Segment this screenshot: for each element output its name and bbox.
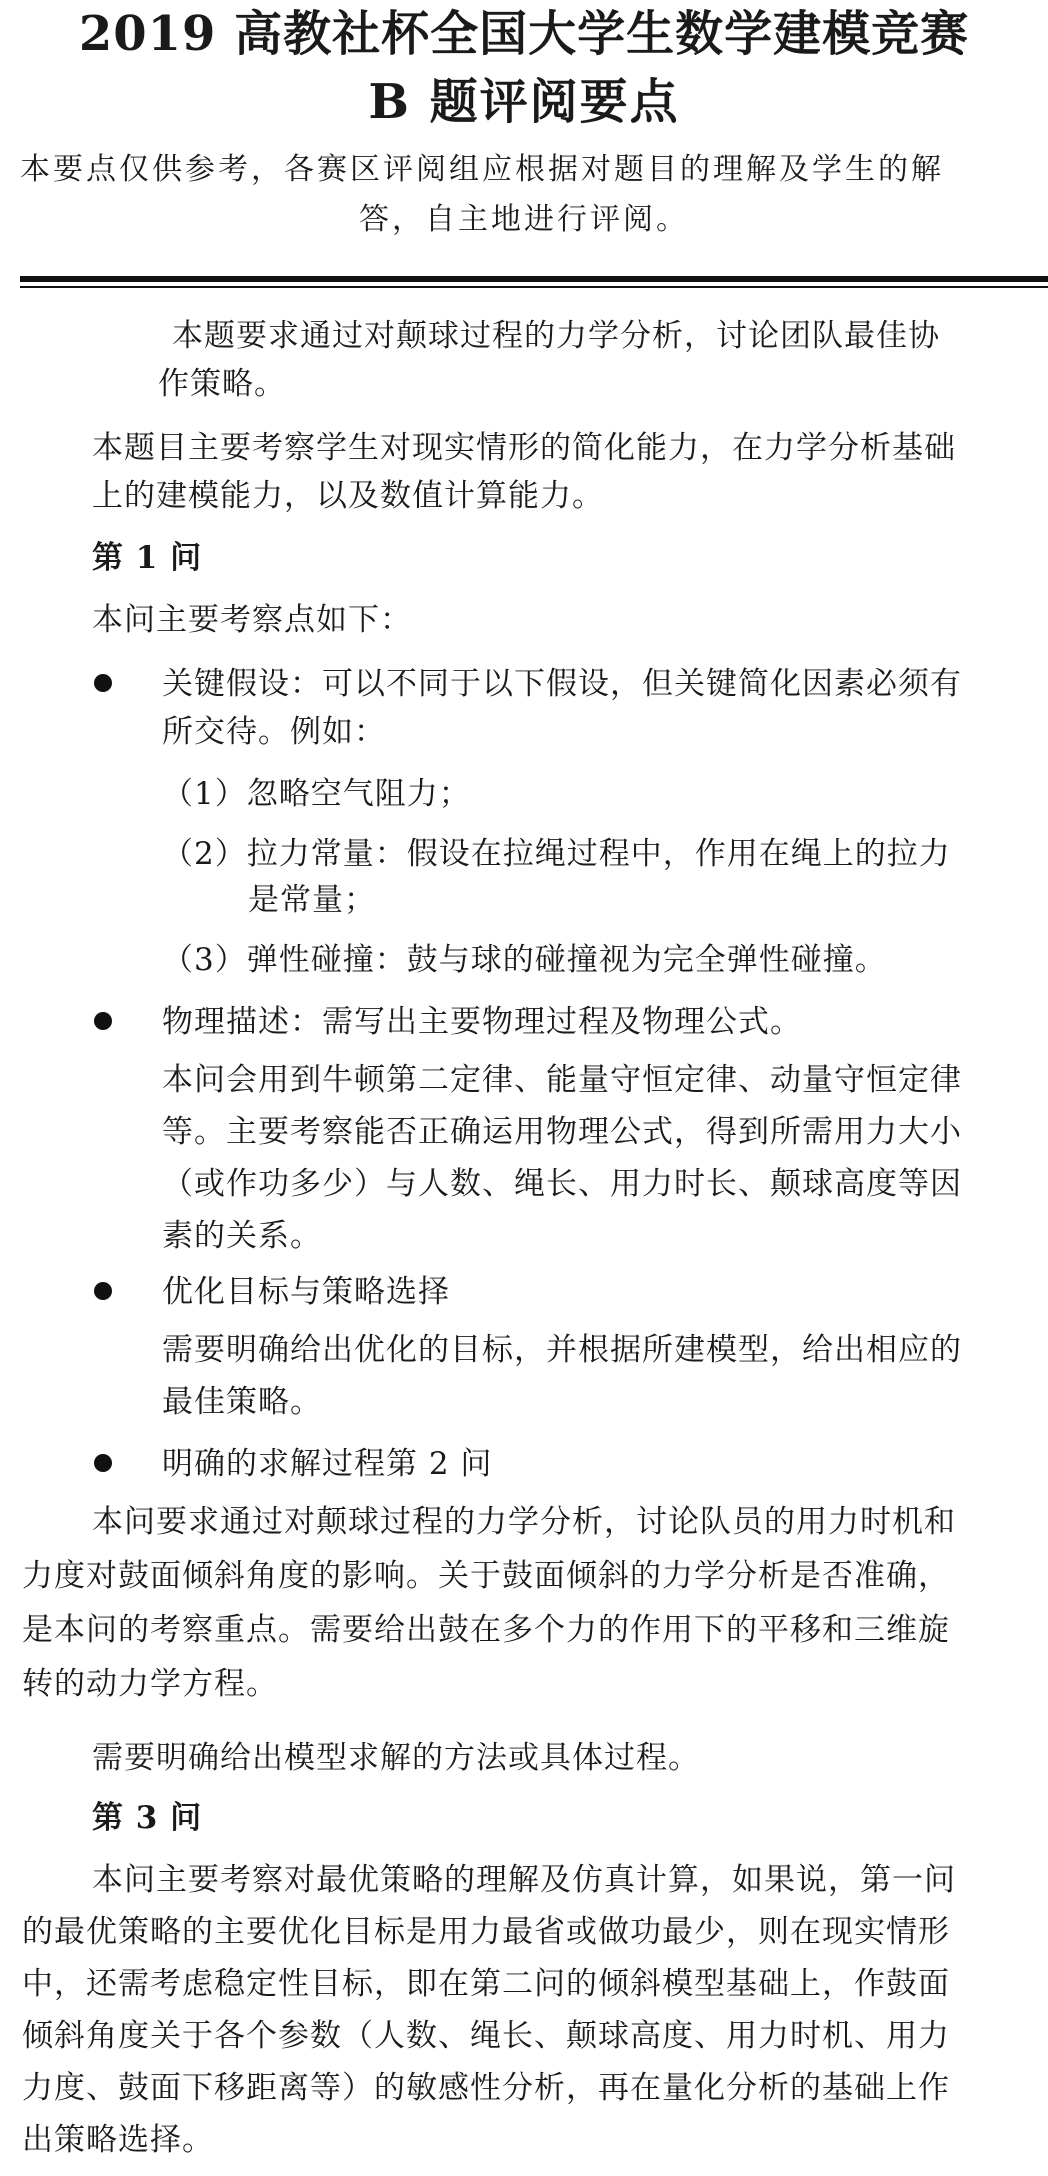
optimization-line2: 最佳策略。	[162, 1384, 322, 1420]
question-3-line1: 本问主要考察对最优策略的理解及仿真计算，如果说，第一问	[92, 1862, 956, 1898]
optimization-title: 优化目标与策略选择	[162, 1274, 450, 1310]
key-assumption-line2: 所交待。例如：	[162, 714, 386, 750]
optimization-line1: 需要明确给出优化的目标，并根据所建模型，给出相应的	[162, 1332, 962, 1368]
question-2-line4: 转的动力学方程。	[22, 1666, 278, 1702]
assumption-item-2-line2: 是常量；	[248, 882, 376, 918]
question-2-line1: 本问要求通过对颠球过程的力学分析，讨论队员的用力时机和	[92, 1504, 956, 1540]
bullet-point-4	[94, 1454, 112, 1472]
intro-paragraph-line1: 本题要求通过对颠球过程的力学分析，讨论团队最佳协	[172, 318, 940, 354]
question-3-line5: 力度、鼓面下移距离等）的敏感性分析，再在量化分析的基础上作	[22, 2070, 950, 2106]
key-assumption-line1: 关键假设：可以不同于以下假设，但关键简化因素必须有	[162, 666, 962, 702]
intro-paragraph-line2: 作策略。	[158, 366, 286, 402]
focus-paragraph-line1: 本题目主要考察学生对现实情形的简化能力，在力学分析基础	[92, 430, 956, 466]
bullet-point-1	[94, 674, 112, 692]
header-divider-thick	[20, 276, 1048, 282]
question-1-heading: 第 1 问	[92, 540, 203, 576]
bullet-point-2	[94, 1012, 112, 1030]
question-3-line2: 的最优策略的主要优化目标是用力最省或做功最少，则在现实情形	[22, 1914, 950, 1950]
question-2-method: 需要明确给出模型求解的方法或具体过程。	[92, 1740, 700, 1776]
assumption-item-2-line1: （2）拉力常量：假设在拉绳过程中，作用在绳上的拉力	[162, 836, 951, 872]
question-2-line3: 是本问的考察重点。需要给出鼓在多个力的作用下的平移和三维旋	[22, 1612, 950, 1648]
assumption-item-3: （3）弹性碰撞：鼓与球的碰撞视为完全弹性碰撞。	[162, 942, 887, 978]
solution-process-title: 明确的求解过程第 2 问	[162, 1446, 493, 1482]
physical-description-line1: 本问会用到牛顿第二定律、能量守恒定律、动量守恒定律	[162, 1062, 962, 1098]
bullet-point-3	[94, 1282, 112, 1300]
question-3-line6: 出策略选择。	[22, 2122, 214, 2158]
assumption-item-1: （1）忽略空气阻力；	[162, 776, 471, 812]
physical-description-line2: 等。主要考察能否正确运用物理公式，得到所需用力大小	[162, 1114, 962, 1150]
question-1-intro: 本问主要考察点如下：	[92, 602, 412, 638]
physical-description-title: 物理描述：需写出主要物理过程及物理公式。	[162, 1004, 802, 1040]
question-3-line3: 中，还需考虑稳定性目标，即在第二问的倾斜模型基础上，作鼓面	[22, 1966, 950, 2002]
reference-note-line1: 本要点仅供参考，各赛区评阅组应根据对题目的理解及学生的解	[20, 152, 944, 187]
physical-description-line3: （或作功多少）与人数、绳长、用力时长、颠球高度等因	[162, 1166, 962, 1202]
physical-description-line4: 素的关系。	[162, 1218, 322, 1254]
question-2-line2: 力度对鼓面倾斜角度的影响。关于鼓面倾斜的力学分析是否准确，	[22, 1558, 950, 1594]
question-3-heading: 第 3 问	[92, 1800, 203, 1836]
document-title: 2019 高教社杯全国大学生数学建模竞赛	[78, 6, 970, 62]
question-3-line4: 倾斜角度关于各个参数（人数、绳长、颠球高度、用力时机、用力	[22, 2018, 950, 2054]
document-subtitle: B 题评阅要点	[368, 74, 680, 130]
reference-note-line2: 答，自主地进行评阅。	[359, 202, 689, 237]
focus-paragraph-line2: 上的建模能力，以及数值计算能力。	[92, 478, 604, 514]
header-divider-thin	[20, 286, 1048, 288]
